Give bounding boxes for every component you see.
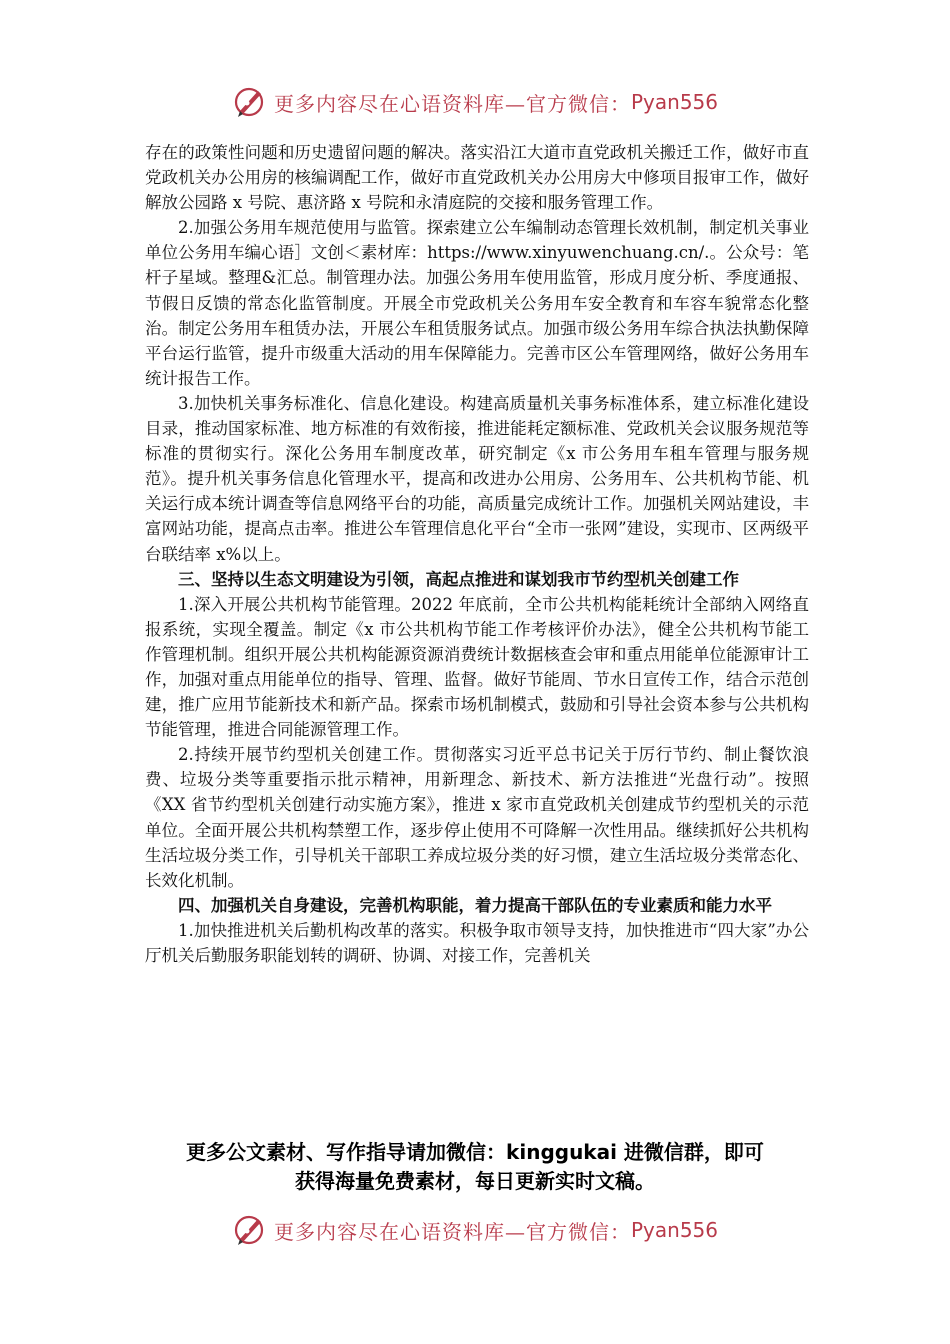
paragraph: 3.加快机关事务标准化、信息化建设。构建高质量机关事务标准体系，建立标准化建设目录，推动国家标准、地方标准的有效衔接，推进能耗定额标准、党政机关会议服务规范等标准的贯彻实行。深化公务用车制度改革，研究制定《x 市公务用车租车管理与服务规范》。提升机关事务信息化管理水平，提高和改进办公用房、公务用车、公共机构节能、机关运行成本统计调查等信息网络平台的功能，高质量完成统计工作。加强机关网站建设，丰富网站功能，提高点击率。推进公车管理信息化平台“全市一张网”建设，实现市、区两级平台联结率 x%以上。 xyxy=(145,393,809,564)
promo-line: 获得海量免费素材，每日更新实时文稿。 xyxy=(295,1169,655,1193)
section-heading: 四、加强机关自身建设，完善机构职能，着力提高干部队伍的专业素质和能力水平 xyxy=(178,895,772,915)
paragraph: 1.加快推进机关后勤机构改革的落实。积极争取市领导支持，加快推进市“四大家”办公厅机关后勤服务职能划转的调研、协调、对接工作，完善机关 xyxy=(145,920,809,965)
pen-logo-icon xyxy=(232,84,268,120)
paragraph: 存在的政策性问题和历史遗留问题的解决。落实沿江大道市直党政机关搬迁工作，做好市直党政机关办公用房的核编调配工作，做好市直党政机关办公用房大中修项目报审工作，做好解放公园路 x 号院、惠济路 x 号院和永清庭院的交接和服务管理工作。 xyxy=(145,143,809,213)
promo-text xyxy=(120,1138,830,1196)
banner-wechat-id: Pyan556 xyxy=(630,90,718,114)
document-body xyxy=(145,140,809,968)
banner-text: 更多内容尽在心语资料库—官方微信： xyxy=(273,91,631,116)
header-banner xyxy=(0,80,950,124)
paragraph: 1.深入开展公共机构节能管理。2022 年底前，全市公共机构能耗统计全部纳入网络直报系统，实现全覆盖。制定《x 市公共机构节能工作考核评价办法》，健全公共机构节能工作管理机制。组织开展公共机构能源资源消费统计数据核查会审和重点用能单位能源审计工作，加强对重点用能单位的指导、管理、监督。做好节能周、节水日宣传工作，结合示范创建，推广应用节能新技术和新产品。探索市场机制模式，鼓励和引导社会资本参与公共机构节能管理，推进合同能源管理工作。 xyxy=(145,594,809,740)
promo-line: 更多公文素材、写作指导请加微信：kinggukai 进微信群，即可 xyxy=(186,1140,764,1164)
section-heading: 三、坚持以生态文明建设为引领，高起点推进和谋划我市节约型机关创建工作 xyxy=(178,569,739,589)
paragraph: 2.加强公务用车规范使用与监管。探索建立公车编制动态管理长效机制，制定机关事业单位公务用车编心语］文创＜素材库：https://www.xinyuwenchuang.cn/.。公众号：笔杆子星域。整理&汇总。制管理办法。加强公务用车使用监管，形成月度分析、季度通报、节假日反馈的常态化监管制度。开展全市党政机关公务用车安全教育和车容车貌常态化整治。制定公务用车租赁办法，开展公车租赁服务试点。加强市级公务用车综合执法执勤保障平台运行监管，提升市级重大活动的用车保障能力。完善市区公车管理网络，做好公务用车统计报告工作。 xyxy=(145,218,809,388)
footer-banner xyxy=(0,1208,950,1252)
banner-text: 更多内容尽在心语资料库—官方微信： xyxy=(273,1219,631,1244)
pen-logo-icon xyxy=(232,1212,268,1248)
banner-wechat-id: Pyan556 xyxy=(630,1218,718,1242)
paragraph: 2.持续开展节约型机关创建工作。贯彻落实习近平总书记关于厉行节约、制止餐饮浪费、垃圾分类等重要指示批示精神，用新理念、新技术、新方法推进“光盘行动”。按照《XX 省节约型机关创建行动实施方案》，推进 x 家市直党政机关创建成节约型机关的示范单位。全面开展公共机构禁塑工作，逐步停止使用不可降解一次性用品。继续抓好公共机构生活垃圾分类工作，引导机关干部职工养成垃圾分类的好习惯，建立生活垃圾分类常态化、长效化机制。 xyxy=(145,745,809,890)
